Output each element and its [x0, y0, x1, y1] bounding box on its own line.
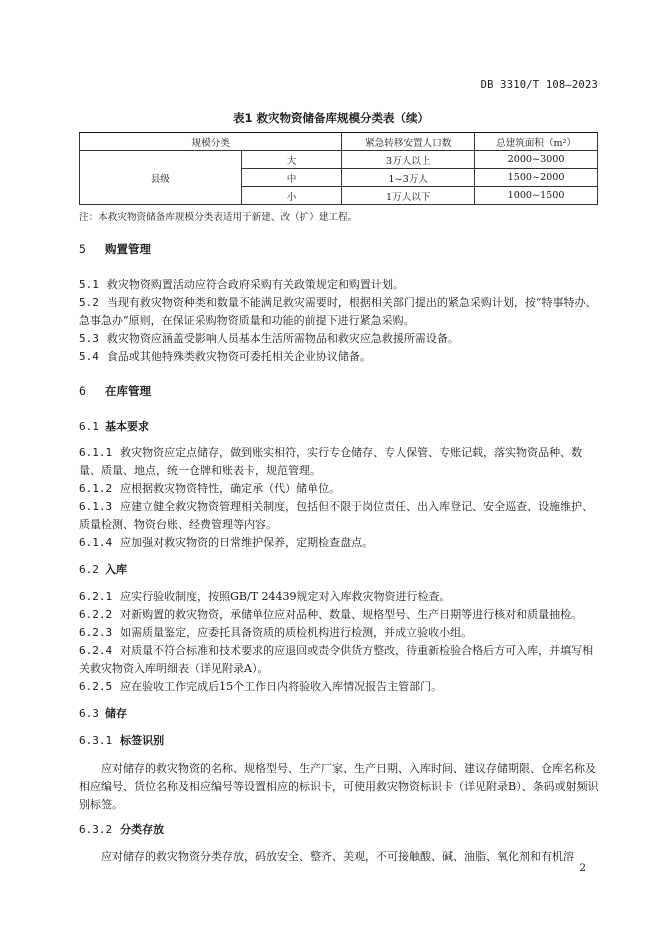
clause-number: 5.3	[79, 332, 99, 345]
table-row	[80, 151, 598, 169]
section-6-3-2-heading	[79, 821, 164, 837]
clause-number: 6.2.4	[79, 644, 113, 657]
clause-5-3	[79, 330, 599, 348]
section-number: 5	[79, 242, 86, 256]
section-title: 分类存放	[120, 823, 165, 836]
clause-6-1-4	[79, 534, 599, 552]
section-title: 标签识别	[120, 734, 165, 747]
page-number: 2	[579, 862, 586, 874]
size-cell: 大	[241, 151, 342, 169]
clause-5-2	[79, 294, 599, 330]
clause-number: 6.2.1	[79, 590, 113, 603]
clause-5-4	[79, 348, 599, 366]
clause-number: 6.1.3	[79, 500, 113, 513]
clause-6-2-5	[79, 678, 599, 696]
clause-text: 应根据救灾物资特性，确定承（代）储单位。	[120, 482, 341, 495]
county-level-cell: 县级	[80, 151, 242, 205]
clause-6-1-3	[79, 498, 599, 534]
section-number: 6.2	[79, 563, 99, 576]
section-6-3-heading	[79, 705, 127, 721]
clause-number: 5.4	[79, 350, 99, 363]
clause-text: 如需质量鉴定，应委托具备资质的质检机构进行检测，并成立验收小组。	[120, 626, 473, 639]
section-title: 入库	[105, 563, 127, 576]
area-cell: 1500~2000	[475, 169, 598, 187]
clause-text: 食品或其他特殊类救灾物资可委托相关企业协议储备。	[106, 350, 371, 363]
table-header-row	[80, 133, 598, 151]
population-cell: 1万人以下	[342, 187, 475, 205]
clause-text: 救灾物资购置活动应符合政府采购有关政策规定和购置计划。	[106, 278, 404, 291]
clause-number: 6.1.1	[79, 446, 113, 459]
clause-number: 6.2.5	[79, 680, 113, 693]
clause-text: 对新购置的救灾物资，承储单位应对品种、数量、规格型号、生产日期等进行核对和质量抽检。	[120, 608, 583, 621]
clause-text: 救灾物资应涵盖受影响人员基本生活所需物品和救灾应急救援所需设备。	[106, 332, 459, 345]
clause-6-3-1-text: 应对储存的救灾物资的名称、规格型号、生产厂家、生产日期、入库时间、建议存储期限、仓库名称及相应编号、货位名称及相应编号等设置相应的标识卡，可使用救灾物资标识卡（详见附录B）、条码或射频识别标签。	[79, 762, 599, 811]
header-area: 总建筑面积（m²）	[475, 133, 598, 151]
section-title: 购置管理	[105, 242, 151, 256]
clause-number: 6.1.2	[79, 482, 113, 495]
clause-6-3-2-text: 应对储存的救灾物资分类存放，码放安全、整齐、美观，不可接触酸、碱、油脂、氧化剂和有机溶	[101, 850, 574, 863]
size-cell: 小	[241, 187, 342, 205]
table-caption: 表1 救灾物资储备库规模分类表（续）	[232, 111, 429, 125]
population-cell: 3万人以上	[342, 151, 475, 169]
section-6-3-1-heading	[79, 732, 164, 748]
scale-classification-table	[79, 132, 598, 205]
clause-text: 应加强对救灾物资的日常维护保养，定期检查盘点。	[120, 536, 374, 549]
section-6-1-heading	[79, 418, 149, 434]
section-number: 6.1	[79, 420, 99, 433]
area-cell: 2000~3000	[475, 151, 598, 169]
section-5-heading	[79, 241, 151, 257]
section-6-2-heading	[79, 561, 127, 577]
section-title: 基本要求	[105, 420, 149, 433]
clause-text: 救灾物资应定点储存，做到账实相符，实行专仓储存、专人保管、专账记载，落实物资品种、数量、质量、地点，统一仓牌和账表卡，规范管理。	[79, 446, 583, 477]
section-title: 储存	[105, 707, 127, 720]
clause-6-2-3	[79, 624, 599, 642]
header-population: 紧急转移安置人口数	[342, 133, 475, 151]
clause-text: 应实行验收制度，按照GB/T 24439规定对入库救灾物资进行检查。	[120, 590, 451, 603]
section-title: 在库管理	[105, 384, 151, 398]
clause-text: 应建立健全救灾物资管理相关制度，包括但不限于岗位责任、出入库登记、安全巡查、设施维护、质量检测、物资台账、经费管理等内容。	[79, 500, 594, 531]
clause-number: 6.1.4	[79, 536, 113, 549]
standard-number: DB 3310/T 108—2023	[480, 79, 598, 91]
size-cell: 中	[241, 169, 342, 187]
clause-6-1-2	[79, 480, 599, 498]
clause-text: 对质量不符合标准和技术要求的应退回或责令供货方整改，待重新检验合格后方可入库，并填写相关救灾物资入库明细表（详见附录A）。	[79, 644, 594, 675]
clause-6-2-2	[79, 606, 599, 624]
population-cell: 1~3万人	[342, 169, 475, 187]
table-note: 注：本救灾物资储备库规模分类表适用于新建、改（扩）建工程。	[79, 212, 358, 223]
clause-6-2-1	[79, 588, 599, 606]
section-number: 6.3.2	[79, 823, 113, 836]
clause-number: 6.2.3	[79, 626, 113, 639]
clause-6-2-4	[79, 642, 599, 678]
clause-text: 应在验收工作完成后15个工作日内将验收入库情况报告主管部门。	[120, 680, 443, 693]
header-scale: 规模分类	[80, 133, 342, 151]
area-cell: 1000~1500	[475, 187, 598, 205]
section-number: 6.3.1	[79, 734, 113, 747]
section-number: 6	[79, 384, 86, 398]
clause-5-1	[79, 276, 599, 294]
clause-number: 5.2	[79, 296, 99, 309]
clause-6-1-1	[79, 444, 599, 480]
clause-number: 5.1	[79, 278, 99, 291]
section-6-heading	[79, 383, 151, 399]
section-number: 6.3	[79, 707, 99, 720]
clause-text: 当现有救灾物资种类和数量不能满足救灾需要时，根据相关部门提出的紧急采购计划，按“特事特办、急事急办”原则，在保证采购物资质量和功能的前提下进行紧急采购。	[79, 296, 597, 327]
clause-number: 6.2.2	[79, 608, 113, 621]
